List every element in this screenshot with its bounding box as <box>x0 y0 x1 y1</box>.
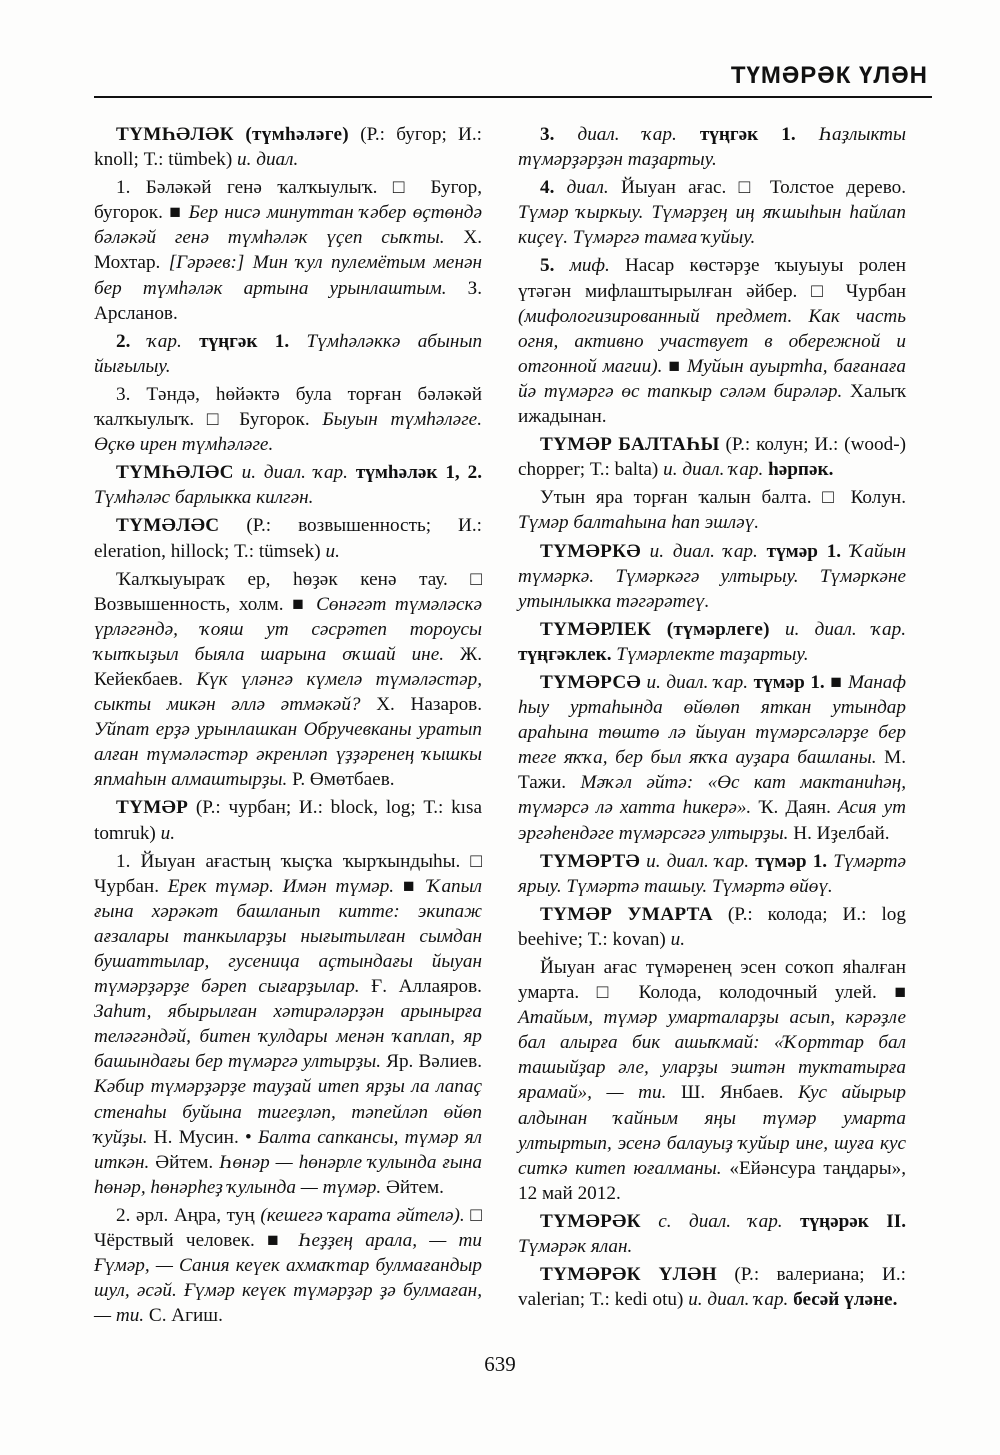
etymology: (Р.: валериана; И.: valerian; Т.: kedi otu) <box>518 1264 906 1311</box>
usage-label: и. диал. ҡар. <box>649 540 758 562</box>
sense-number: 5. <box>540 255 555 277</box>
sense-number: 3. <box>540 124 555 145</box>
entry-tumheles <box>94 460 482 510</box>
sense-definition: 1. Йыуан ағастың ҡыҫҡа ҡырҡындыһы. □ Чурбан. <box>94 850 482 897</box>
running-head: ТҮМӘРӘК ҮЛӘН <box>730 62 928 89</box>
headword: ТҮМҺӘЛӘК (түмһәләге) <box>116 124 349 145</box>
example: Сөнәгәт түмәләскә үрләгәндә, ҡояш ут сәсрәтеп тороусы ҡыпҡыҙыл быяла шарына оҡшай ине. <box>94 593 483 665</box>
headword: ТҮМҺӘЛӘС <box>116 462 234 484</box>
grammar-label: и. диал. <box>237 149 299 171</box>
example: Түмәр ҡыркыу. Түмәрҙең иң яҡшыһын һайлап киҫеү. Түмәргә тамға ҡуйыу. <box>518 202 906 249</box>
gloss: (мифологизированный предмет. Как часть огня, активно участвует в обережной и отгонной магии). <box>518 305 906 377</box>
grammar-label: и. <box>670 928 685 950</box>
example: Түмһәләккә абынып йығылыу. <box>94 330 483 377</box>
author: З. Арсланов. <box>94 277 482 324</box>
definition-text: Ҡалҡыуыраҡ ер, һөҙәк кенә тау. □ Возвышенность, холм. ■ <box>94 568 482 615</box>
example: Манаф һыу уртаһында өйөлөп яткан утындар араһына төштө лә йыуан түмәрсәләрҙе бер теге яҡҡа, бер был яҡҡа ауҙара башланы. <box>518 671 907 769</box>
cross-reference: түңәрәк II. <box>800 1210 906 1232</box>
sense-2 <box>94 329 482 379</box>
cross-reference: түңгәк 1. <box>699 124 796 145</box>
sense-1 <box>94 175 482 326</box>
entry-tumerek-ulen <box>518 1262 906 1312</box>
headword: ТҮМӘРСӘ <box>540 671 642 693</box>
example: Атайым, түмәр умарталарҙы асып, кәрәҙле бал алырға бик ашыҡмай: «Ҡорттар бал ташыйҙар әле, уларҙы эштән туктатырға ярамай», — ти. <box>518 1007 906 1104</box>
cross-reference: бесәй үләне. <box>793 1289 898 1311</box>
example: Уйпат ерҙә урынлашкан Обручевканы уратып алған түмәләстәр әкренләп үҙҙәренең ҡышкы япмаһын алмаштырҙы. <box>94 719 482 791</box>
example: Күк үләнгә күмелә түмәләстәр, сыкты микән әллә әтмәкәй? <box>94 668 483 716</box>
example: Асия ут эргәһендәге түмәрсәгә ултырҙы. <box>518 797 906 844</box>
usage-label: диал. <box>566 177 609 199</box>
example: Түмәрлекте таҙартыу. <box>616 643 809 665</box>
cross-reference: һәрпәк. <box>768 459 834 481</box>
example: Һаҙлыкты түмәрҙәрҙән таҙартыу. <box>518 124 907 171</box>
example: Быуын түмһәләге. Өҫкө ирен түмһәләге. <box>94 409 482 456</box>
sense-definition: Йыуан ағас. □ Толстое дерево. <box>620 177 907 199</box>
sense-1: 1. Йыуан ағастың ҡыҫҡа ҡырҡындыһы. □ Чурбан. Ерек түмәр. Имән түмәр. ■ Ҡапыл ғына хәрәкәт башланып китте: экипаж ағзалары танкыларҙы нығытылған сымдан бушаттылар, гусеница аҫтындағы йыуан түмәрҙәрҙе бәреп сығарҙылар. Ғ. Аллаяров. Заһит, ябырылған хәтирәләрҙән арынырға теләгәндәй, битен ҡулдары менән ҡаплап, яр башындағы бер түмәргә ултырҙы. Яр. Вәлиев. Кәбир түмәрҙәрҙе тауҙай итеп ярҙы ла лапаҫ стенаһы буйына тигеҙләп, тәпейләп өйөп ҡуйҙы. Н. Мусин. • Балта сапкансы, түмәр ял иткән. Әйтем. Һөнәр — һөнәрле ҡулында ғына һөнәр, һөнәрһеҙ ҡулында — түмәр. Әйтем. <box>94 850 483 1198</box>
author: Х. Назаров. <box>376 694 483 716</box>
author: Х. Мохтар. <box>94 227 483 274</box>
author: Яр. Вәлиев. <box>386 1051 482 1073</box>
etymology: (Р.: бугор; И.: knoll; Т.: tümbek) <box>94 124 483 171</box>
usage-label: ҡар. <box>147 330 182 352</box>
sense-definition: 1. Бәләкәй генә ҡалҡыулыҡ. □ Бугор, бугорок. ■ <box>94 177 482 224</box>
usage-label: и. диал. ҡар. <box>663 459 764 481</box>
example: Кәбир түмәрҙәрҙе тауҙай итеп ярҙы ла лапаҫ стенаһы буйына тигеҙләп, тәпейләп өйөп ҡуйҙы. <box>94 1076 482 1148</box>
left-column <box>94 122 482 1331</box>
author: Н. Мусин. • <box>153 1126 252 1148</box>
usage-label: и. диал. ҡар. <box>785 618 906 640</box>
author: Ж. Кейекбаев. <box>94 643 483 690</box>
example: Түмәрәк ялан. <box>518 1236 633 1258</box>
entry-tumhelek <box>94 122 482 172</box>
author: Ш. Янбаев. <box>681 1082 784 1104</box>
grammar-label: и. <box>325 540 340 562</box>
headword: ТҮМӘРТӘ <box>540 850 640 872</box>
headword: ТҮМӘР УМАРТА <box>540 903 713 925</box>
cross-reference: түңгәклек. <box>518 643 612 665</box>
proverb: Балта сапкансы, түмәр ял иткән. <box>94 1126 483 1173</box>
example: Ҡайын түмәркә. Түмәркәгә ултырыу. Түмәркәне утынлыкка тәгәрәтеү. <box>518 540 907 612</box>
usage-label: и. диал. ҡар. <box>688 1289 789 1311</box>
example: Ерек түмәр. Имән түмәр. <box>167 875 395 897</box>
translation: □ Чёрствый человек. ■ <box>94 1204 482 1252</box>
definition-text: Утын яра торған ҡалын балта. □ Колун. <box>540 487 906 509</box>
sense-number: 4. <box>540 177 555 199</box>
example: Түмәртә ярыу. Түмәртә ташыу. Түмәртә өйөү. <box>518 850 907 897</box>
right-column <box>518 122 906 1315</box>
entry-tumer-umarta <box>518 902 906 952</box>
usage-label: и. диал. ҡар. <box>646 671 749 693</box>
etymology: (Р.: чурбан; И.: block, log; Т.: kısa tomruk) <box>94 797 482 844</box>
author: М. Тажи. <box>518 747 906 794</box>
cross-reference: түмәр 1. <box>753 671 825 693</box>
headword: ТҮМӘРКӘ <box>540 540 641 562</box>
etymology: (Р.: возвышенность; И.: eleration, hillock; Т.: tümsek) <box>94 515 482 562</box>
entry-tumerek <box>518 1209 906 1259</box>
headword: ТҮМӘР <box>116 797 189 819</box>
entry-tumerse: ТҮМӘРСӘ и. диал. ҡар. түмәр 1. ■ Манаф һыу уртаһында өйөлөп яткан утындар араһына төштө лә йыуан түмәрсәләрҙе бер теге яҡҡа, бер был яҡҡа ауҙара башланы. М. Тажи. Мәҡәл әйтә: «Өс кат мактаниһәң, түмәрсә лә хатта һикерә». Ҡ. Даян. Асия ут эргәһендәге түмәрсәгә ултырҙы. Н. Иҙелбай. <box>518 671 907 844</box>
example: Муйын ауыртһа, бағанаға йә түмәргә өс тапкыр сәләм бирәләр. <box>518 355 906 402</box>
entry-tumerte <box>518 849 906 899</box>
sense-definition: Насар көстәрҙе ҡыуыуы ролен үтәгән мифлаштырылған әйбер. □ Чурбан <box>518 255 906 302</box>
definition <box>94 567 482 793</box>
entry-tumerlek <box>518 617 906 667</box>
etymology: (Р.: колун; И.: (wood-) chopper; Т.: balta) <box>518 434 906 481</box>
headword: ТҮМӘЛӘС <box>116 515 220 537</box>
example: Ҡапыл ғына хәрәкәт башланып китте: экипаж ағзалары танкыларҙы нығытылған сымдан бушаттылар, гусеница аҫтындағы йыуан түмәрҙәрҙе бәреп сығарҙылар. <box>94 875 483 998</box>
sense-definition: 2. әрл. Аңра, туң <box>116 1204 255 1226</box>
etymology: (Р.: колода; И.: log beehive; Т.: kovan) <box>518 903 906 950</box>
proverb: Һөнәр — һөнәрле ҡулында ғына һөнәр, һөнәрһеҙ ҡулында — түмәр. <box>94 1151 483 1198</box>
sense-5: 5. миф. Насар көстәрҙе ҡыуыуы ролен үтәгән мифлаштырылған әйбер. □ Чурбан (мифологизированный предмет. Как часть огня, активно участвует в обережной и отгонной магии). ■ Муйын ауыртһа, бағанаға йә түмәргә өс тапкыр сәләм бирәләр. Халыҡ ижадынан. <box>518 255 906 428</box>
source: Әйтем. <box>385 1176 444 1198</box>
sense-3 <box>94 382 482 457</box>
grammar-label: и. <box>160 822 176 844</box>
source: Әйтем. <box>155 1151 214 1173</box>
source: «Ейәнсура таңдары», 12 май 2012. <box>518 1157 906 1204</box>
cross-reference: түңгәк 1. <box>199 330 290 352</box>
sense-4 <box>518 175 906 250</box>
author: Ғ. Аллаяров. <box>371 976 482 998</box>
author: Р. Өмөтбаев. <box>292 769 395 791</box>
sense-definition: 3. Тәндә, һөйәктә була торған бәләкәй ҡалҡыулыҡ. □ Бугорок. <box>94 383 482 431</box>
sense-2 <box>94 1203 482 1328</box>
usage-label: миф. <box>569 255 610 277</box>
headword: ТҮМӘР БАЛТАҺЫ <box>540 434 720 456</box>
example: Бер нисә минуттан ҡәбер өҫтөндә бәләкәй генә түмһәләк үҫеп сыҡты. <box>94 202 482 249</box>
sense-3 <box>518 122 906 172</box>
author: Ҡ. Даян. <box>758 797 831 819</box>
usage-label: и. диал. ҡар. <box>646 850 750 872</box>
example: Түмһәләс барлыкка килгән. <box>94 487 314 509</box>
example: [Гәрәев:] Мин ҡул пулемётым менән бер түмһәләк артына урынлаштым. <box>94 252 482 299</box>
cross-reference: түмһәләк 1, 2. <box>355 462 482 484</box>
gloss: (кешегә ҡарата әйтелә). <box>260 1204 465 1226</box>
usage-label: с. диал. ҡар. <box>658 1210 783 1232</box>
example: Заһит, ябырылған хәтирәләрҙән арынырға теләгәндәй, битен ҡулдары менән ҡаплап, яр башындағы бер түмәргә ултырҙы. <box>94 1001 482 1073</box>
entry-tumer-baltahy <box>518 432 906 482</box>
usage-label: и. диал. ҡар. <box>241 462 348 484</box>
example: Кус айырыр алдынан ҡайным яңы түмәр умарта ултыртып, эсенә балауыҙ ҡуйыр ине, шуға кус ситкә китеп юғалманы. <box>518 1082 906 1179</box>
definition-text: Йыуан ағас түмәренең эсен соҡоп яһалған умарта. □ Колода, колодочный улей. ■ <box>518 957 906 1004</box>
example: Мәҡәл әйтә: «Өс кат мактаниһәң, түмәрсә лә хатта һикерә». <box>518 772 907 819</box>
source: Халыҡ ижадынан. <box>518 380 906 428</box>
headword: ТҮМӘРЛЕК (түмәрлеге) <box>540 618 770 640</box>
sense-number: 2. <box>116 330 131 352</box>
entry-tumer <box>94 795 482 845</box>
definition <box>518 955 906 1206</box>
headword: ТҮМӘРӘК <box>540 1210 641 1232</box>
example: Һеҙҙең арала, — ти Ғүмәр, — Сания кеүек ахмаҡтар булмағандыр шул, әсәй. Ғүмәр кеүек түмәрҙәр ҙә булмаған, — ти. <box>94 1230 483 1327</box>
usage-label: диал. ҡар. <box>577 124 677 145</box>
definition <box>518 485 906 535</box>
cross-reference: түмәр 1. <box>755 850 828 872</box>
headword: ТҮМӘРӘК ҮЛӘН <box>540 1264 717 1286</box>
cross-reference: түмәр 1. <box>766 540 842 562</box>
entry-tumerke <box>518 539 906 614</box>
page-number: 639 <box>484 1352 516 1376</box>
author: С. Агиш. <box>148 1305 223 1327</box>
author: Н. Иҙелбай. <box>793 822 890 844</box>
example: Түмәр балтаһына һап эшләү. <box>518 512 760 534</box>
entry-tumeles <box>94 513 482 563</box>
header-rule <box>94 96 932 98</box>
